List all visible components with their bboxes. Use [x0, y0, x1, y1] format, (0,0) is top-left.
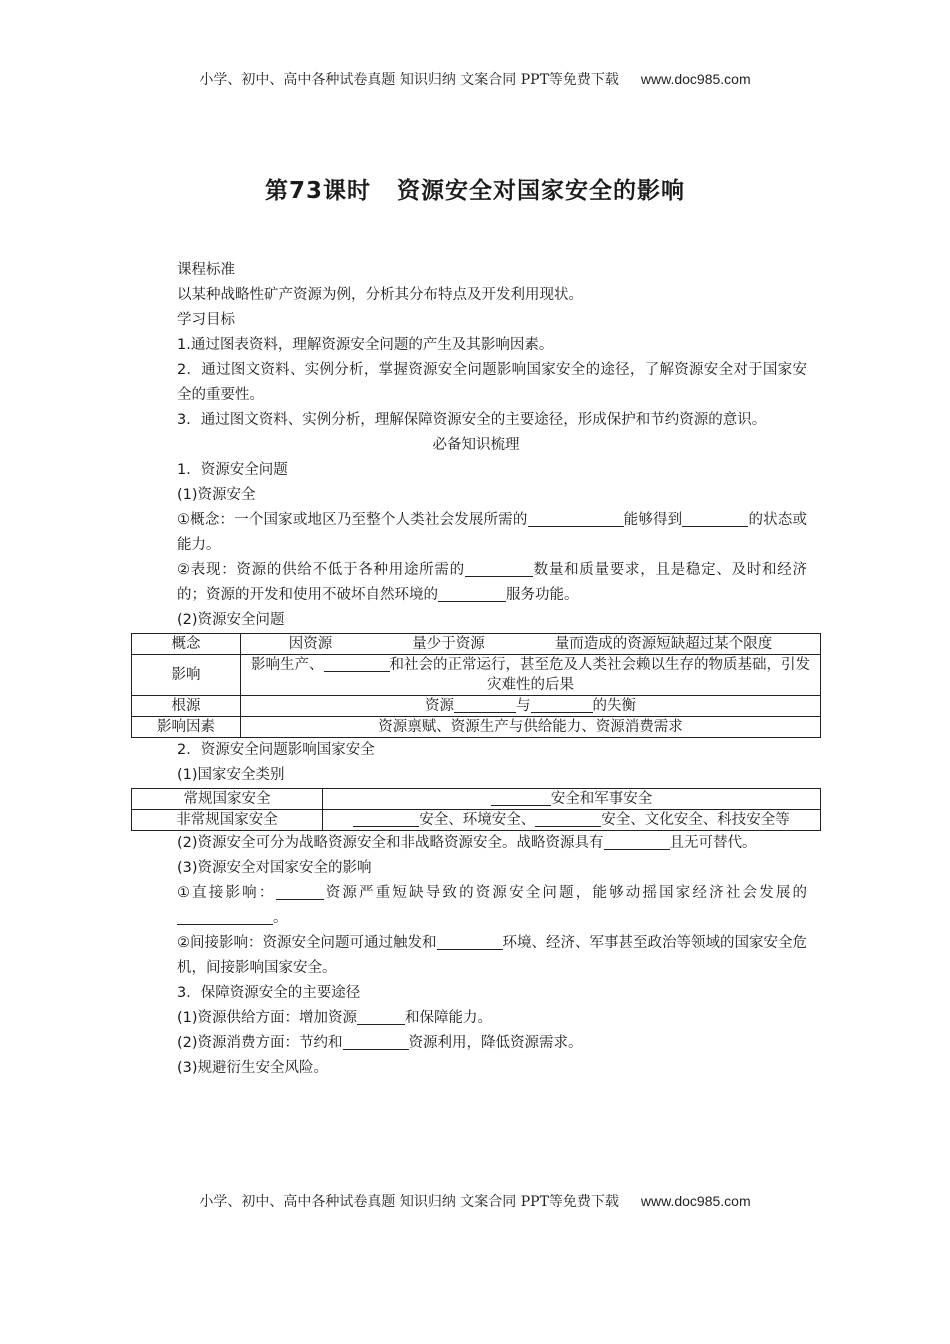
section-heading: 必备知识梳理 [432, 437, 520, 453]
table-cell: 影响因素 [132, 717, 241, 738]
table-cell: 根源 [132, 696, 241, 717]
fill-blank[interactable] [438, 585, 506, 602]
table-cell: 常规国家安全 [132, 789, 323, 810]
page-footer [0, 1191, 950, 1211]
footer-text: 小学、初中、高中各种试卷真题 知识归纳 文案合同 PPT等免费下载 [199, 1194, 619, 1210]
page-title [0, 172, 950, 205]
paragraph: ①概念：一个国家或地区乃至整个人类社会发展所需的 能够得到 的状态或能力。 [177, 512, 808, 553]
title-topic: 资源安全对国家安全的影响 [397, 178, 685, 204]
fill-blank[interactable] [528, 510, 624, 527]
paragraph: (1)资源供给方面：增加资源 和保障能力。 [177, 1010, 493, 1026]
fill-blank[interactable] [324, 655, 390, 672]
fill-blank[interactable] [491, 789, 551, 806]
fill-blank[interactable] [535, 810, 601, 827]
paragraph: ①直接影响： 资源严重短缺导致的资源安全问题，能够动摇国家经济社会发展的。 [177, 885, 808, 926]
section-heading: 1．资源安全问题 [177, 462, 288, 478]
fill-blank[interactable] [682, 510, 748, 527]
page-header [0, 69, 950, 89]
table-row [132, 696, 821, 717]
table-row [132, 789, 821, 810]
fill-blank[interactable] [437, 933, 503, 950]
document-body [145, 258, 810, 1081]
section-heading: 课程标准 [177, 262, 235, 278]
resource-security-table [131, 633, 821, 738]
table-cell: 概念 [132, 634, 241, 655]
table-cell: 非常规国家安全 [132, 810, 323, 831]
table-cell: 因资源 量少于资源 量而造成的资源短缺超过某个限度 [241, 634, 821, 655]
paragraph: 3．通过图文资料、实例分析，理解保障资源安全的主要途径，形成保护和节约资源的意识。 [177, 412, 767, 428]
paragraph: ②间接影响：资源安全问题可通过触发和 环境、经济、军事甚至政治等领域的国家安全危机，间接影响国家安全。 [177, 935, 807, 976]
fill-blank[interactable] [531, 696, 593, 713]
table-cell: 安全、环境安全、 安全、文化安全、科技安全等 [323, 810, 821, 831]
header-site: www.doc985.com [640, 71, 751, 87]
paragraph: (3)资源安全对国家安全的影响 [177, 860, 372, 876]
paragraph: (2)资源消费方面：节约和 资源利用，降低资源需求。 [177, 1035, 583, 1051]
fill-blank[interactable] [276, 883, 324, 900]
paragraph: (3)规避衍生安全风险。 [177, 1060, 329, 1076]
fill-blank[interactable] [353, 810, 419, 827]
paragraph: (1)国家安全类别 [177, 767, 285, 783]
fill-blank[interactable] [604, 833, 670, 850]
paragraph: 以某种战略性矿产资源为例，分析其分布特点及开发利用现状。 [177, 287, 583, 303]
section-heading: 学习目标 [177, 312, 235, 328]
table-row [132, 634, 821, 655]
table-row [132, 655, 821, 696]
header-text: 小学、初中、高中各种试卷真题 知识归纳 文案合同 PPT等免费下载 [199, 72, 619, 88]
section-heading: 2．资源安全问题影响国家安全 [177, 742, 375, 758]
table-cell: 资源 与 的失衡 [241, 696, 821, 717]
table-cell: 安全和军事安全 [323, 789, 821, 810]
table-row [132, 717, 821, 738]
table-cell: 资源禀赋、资源生产与供给能力、资源消费需求 [241, 717, 821, 738]
paragraph: ②表现：资源的供给不低于各种用途所需的 数量和质量要求，且是稳定、及时和经济的；资源的开发和使用不破坏自然环境的 服务功能。 [177, 562, 808, 603]
fill-blank[interactable] [177, 908, 273, 925]
table-cell: 影响生产、 和社会的正常运行，甚至危及人类社会赖以生存的物质基础，引发灾难性的后果 [241, 655, 821, 696]
paragraph: (2)资源安全问题 [177, 612, 285, 628]
footer-site: www.doc985.com [640, 1193, 751, 1209]
fill-blank[interactable] [357, 1008, 405, 1025]
table-cell: 影响 [132, 655, 241, 696]
fill-blank[interactable] [454, 696, 516, 713]
paragraph: (2)资源安全可分为战略资源安全和非战略资源安全。战略资源具有 且无可替代。 [177, 835, 757, 851]
paragraph: 2．通过图文资料、实例分析，掌握资源安全问题影响国家安全的途径，了解资源安全对于国家安全的重要性。 [177, 362, 807, 403]
national-security-table [131, 788, 821, 831]
paragraph: 1.通过图表资料，理解资源安全问题的产生及其影响因素。 [177, 337, 554, 353]
section-heading: 3．保障资源安全的主要途径 [177, 985, 361, 1001]
fill-blank[interactable] [465, 560, 533, 577]
title-lesson: 第73课时 [264, 178, 371, 204]
table-row [132, 810, 821, 831]
fill-blank[interactable] [343, 1033, 409, 1050]
paragraph: (1)资源安全 [177, 487, 256, 503]
